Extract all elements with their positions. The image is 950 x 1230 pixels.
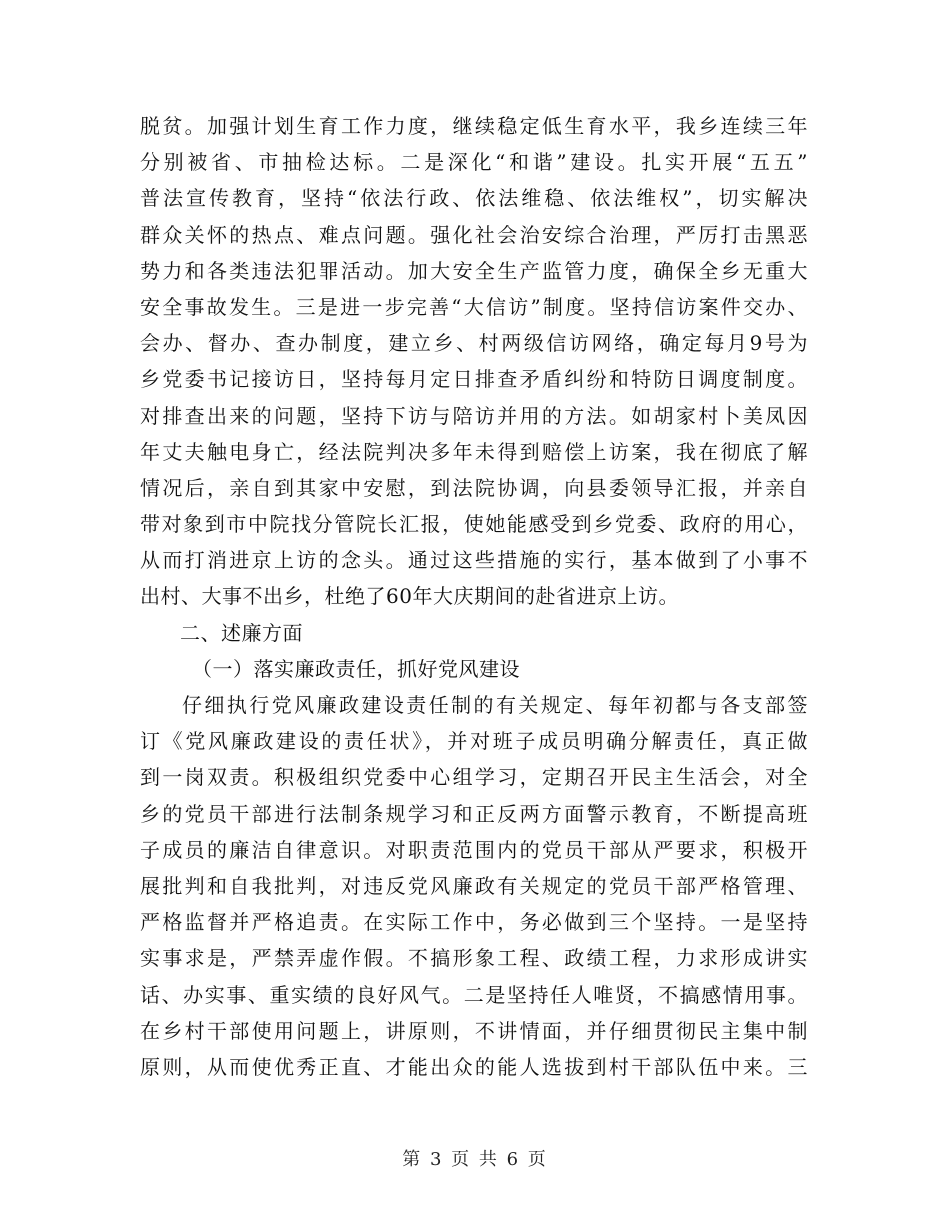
text-line: 在乡村干部使用问题上，讲原则，不讲情面，并仔细贯彻民主集中制 [140,1018,808,1043]
text-line: 订《党风廉政建设的责任状》，并对班子成员明确分解责任，真正做 [140,729,808,754]
text-line: 实事求是，严禁弄虚作假。不搞形象工程、政绩工程，力求形成讲实 [140,946,808,971]
text-line: 展批判和自我批判，对违反党风廉政有关规定的党员干部严格管理、 [140,873,808,898]
section-heading: 二、述廉方面 [180,620,303,645]
body-text [140,108,808,1085]
text-line: 势力和各类违法犯罪活动。加大安全生产监管力度，确保全乡无重大 [140,258,808,283]
text-line: 会办、督办、查办制度，建立乡、村两级信访网络，确定每月9号为 [140,331,808,356]
text-line: 带对象到市中院找分管院长汇报，使她能感受到乡党委、政府的用心， [140,512,808,537]
text-line: 对排查出来的问题，坚持下访与陪访并用的方法。如胡家村卜美凤因 [140,403,808,428]
text-line: 情况后，亲自到其家中安慰，到法院协调，向县委领导汇报，并亲自 [140,475,808,500]
text-line: 到一岗双责。积极组织党委中心组学习，定期召开民主生活会，对全 [140,765,808,790]
page-number-footer: 第 3 页 共 6 页 [402,1149,548,1170]
text-line: 乡党委书记接访日，坚持每月定日排查矛盾纠纷和特防日调度制度。 [140,367,808,392]
subsection-heading: （一）落实廉政责任，抓好党风建设 [192,656,520,681]
text-line: 话、办实事、重实绩的良好风气。二是坚持任人唯贤，不搞感情用事。 [140,982,808,1007]
paragraph-first-line: 仔细执行党风廉政建设责任制的有关规定、每年初都与各支部签 [182,693,808,717]
text-line: 安全事故发生。三是进一步完善“大信访”制度。坚持信访案件交办、 [140,294,808,319]
text-line: 年丈夫触电身亡，经法院判决多年未得到赔偿上访案，我在彻底了解 [140,439,808,464]
text-line: 脱贫。加强计划生育工作力度，继续稳定低生育水平，我乡连续三年 [140,114,808,138]
text-line: 分别被省、市抽检达标。二是深化“和谐”建设。扎实开展“五五” [140,150,808,175]
text-line: 乡的党员干部进行法制条规学习和正反两方面警示教育，不断提高班 [140,801,808,826]
text-line: 从而打消进京上访的念头。通过这些措施的实行，基本做到了小事不 [140,548,808,573]
text-line: 普法宣传教育，坚持“依法行政、依法维稳、依法维权”，切实解决 [140,186,808,211]
text-line: 出村、大事不出乡，杜绝了60年大庆期间的赴省进京上访。 [140,584,679,609]
text-line: 原则，从而使优秀正直、才能出众的能人选拔到村干部队伍中来。三 [140,1054,808,1079]
text-line: 子成员的廉洁自律意识。对职责范围内的党员干部从严要求，积极开 [140,837,808,862]
text-line: 严格监督并严格追责。在实际工作中，务必做到三个坚持。一是坚持 [140,910,808,935]
text-line: 群众关怀的热点、难点问题。强化社会治安综合治理，严厉打击黑恶 [140,222,808,247]
